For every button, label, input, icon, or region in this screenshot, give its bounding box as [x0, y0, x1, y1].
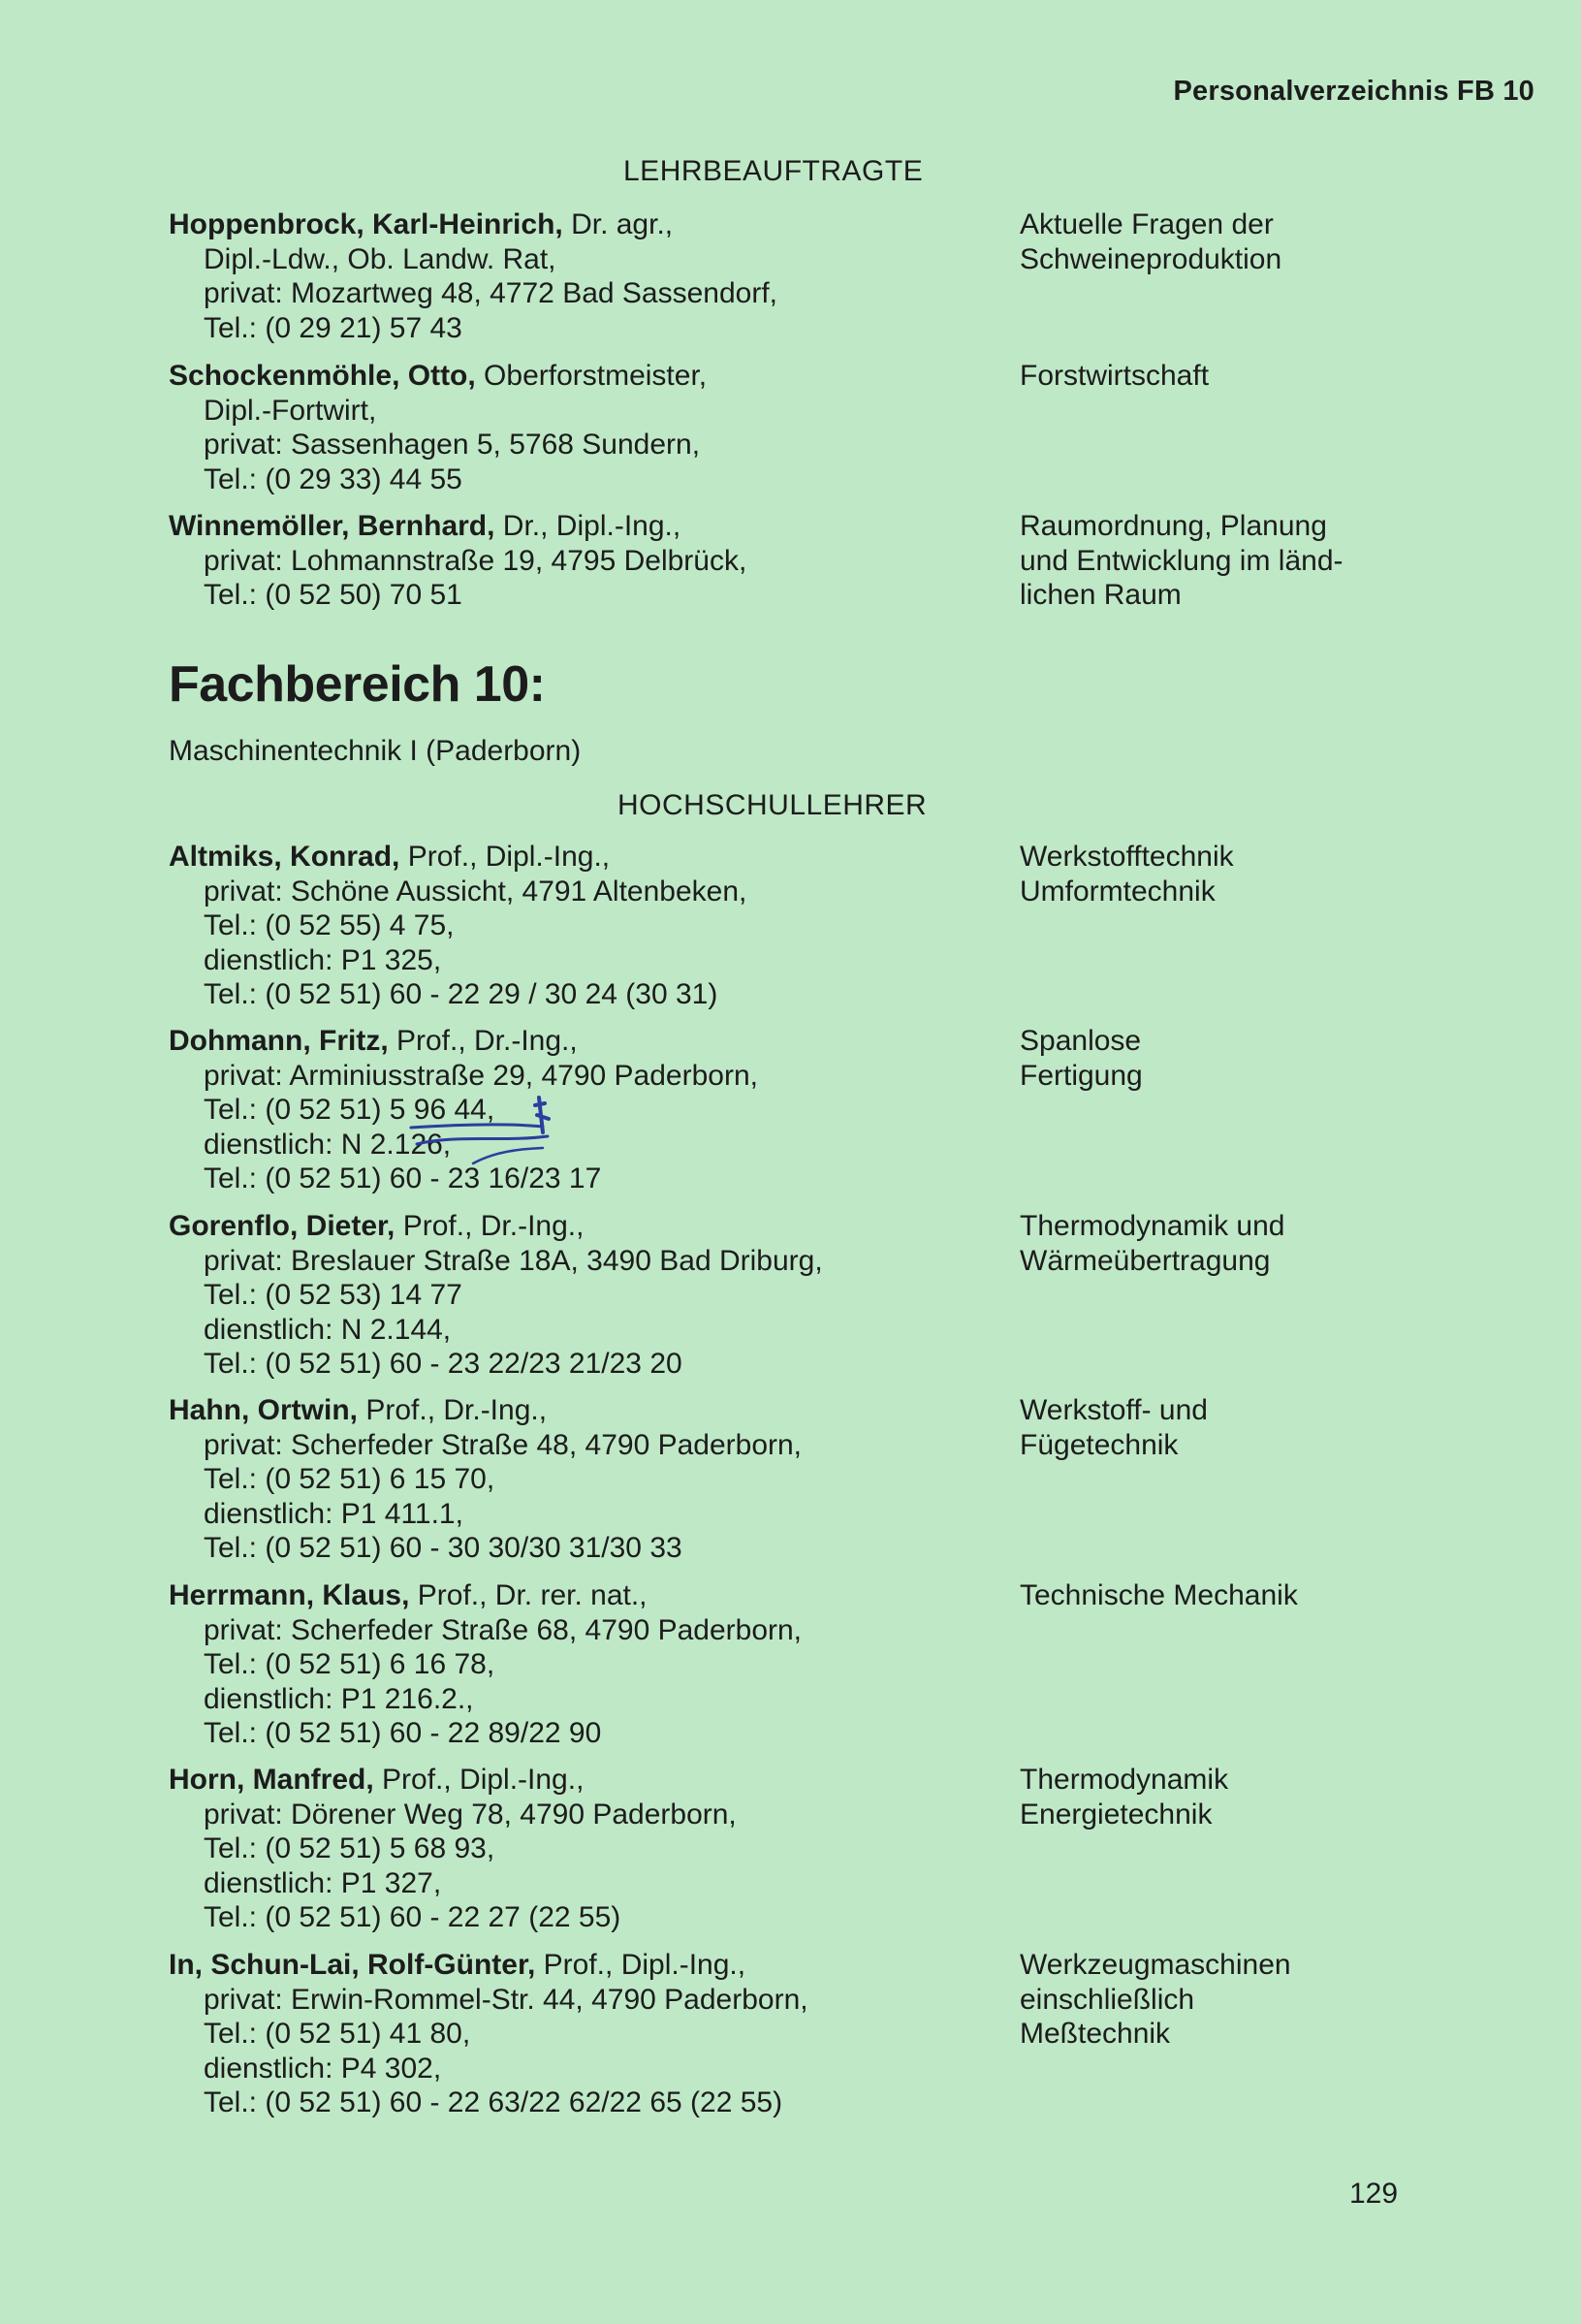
entry-line: dienstlich: N 2.144,: [204, 1313, 452, 1346]
person-title: Prof., Dr.-Ing.,: [388, 1025, 578, 1057]
person-name: Gorenflo, Dieter,: [169, 1210, 395, 1242]
subject-line: Spanlose: [1020, 1025, 1142, 1057]
person-name: Altmiks, Konrad,: [169, 841, 400, 873]
entry-line: dienstlich: P1 325,: [204, 943, 442, 976]
entry-line: privat: Breslauer Straße 18A, 3490 Bad Driburg,: [204, 1244, 823, 1277]
entry-line: Tel.: (0 52 51) 5 96 44,: [204, 1094, 495, 1126]
entry-line: Tel.: (0 52 50) 70 51: [204, 579, 462, 611]
entry-line: Tel.: (0 52 51) 60 - 23 22/23 21/23 20: [204, 1348, 682, 1380]
entry-line: privat: Sassenhagen 5, 5768 Sundern,: [204, 429, 701, 461]
person-name: Dohmann, Fritz,: [169, 1025, 389, 1057]
subject-line: Fertigung: [1020, 1059, 1143, 1092]
person-title: Prof., Dr.-Ing.,: [395, 1210, 585, 1242]
person-name: Hoppenbrock, Karl-Heinrich,: [169, 208, 563, 240]
person-title: Oberforstmeister,: [475, 360, 708, 392]
entry-line: dienstlich: P1 216.2.,: [204, 1682, 474, 1715]
entry-line: Tel.: (0 52 53) 14 77: [204, 1279, 462, 1311]
subject-line: Schweineproduktion: [1020, 242, 1282, 275]
entry-line: Tel.: (0 52 51) 6 15 70,: [204, 1463, 495, 1495]
entry-line: Tel.: (0 52 51) 60 - 22 29 / 30 24 (30 31): [204, 978, 718, 1010]
person-title: Prof., Dipl.-Ing.,: [535, 1949, 746, 1981]
subject-line: Forstwirtschaft: [1020, 360, 1210, 392]
entry-line: Dipl.-Fortwirt,: [204, 394, 377, 427]
person-title: Prof., Dr. rer. nat.,: [409, 1579, 648, 1611]
entry-line: privat: Scherfeder Straße 48, 4790 Paderborn,: [204, 1428, 803, 1461]
entry-line: Tel.: (0 52 51) 60 - 22 89/22 90: [204, 1717, 602, 1749]
subject-line: Meßtechnik: [1020, 2018, 1171, 2050]
subject-line: einschließlich: [1020, 1983, 1195, 2016]
entry-line: Tel.: (0 52 51) 6 16 78,: [204, 1648, 495, 1680]
running-header: Personalverzeichnis FB 10: [1173, 76, 1534, 107]
subject-line: Raumordnung, Planung: [1020, 510, 1327, 542]
entry-line: Tel.: (0 29 21) 57 43: [204, 311, 462, 344]
entry-line: privat: Schöne Aussicht, 4791 Altenbeken,: [204, 875, 747, 907]
subject-line: Werkstoff- und: [1020, 1394, 1208, 1426]
entry-line: Tel.: (0 52 51) 5 68 93,: [204, 1832, 495, 1864]
subject-line: Umformtechnik: [1020, 875, 1216, 907]
entry-line: Dipl.-Ldw., Ob. Landw. Rat,: [204, 242, 556, 275]
entry-line: Tel.: (0 52 51) 60 - 30 30/30 31/30 33: [204, 1532, 682, 1564]
person-title: Dr. agr.,: [562, 208, 674, 240]
department-subtitle: Maschinentechnik I (Paderborn): [169, 735, 582, 767]
entry-line: dienstlich: P1 327,: [204, 1866, 442, 1899]
person-title: Prof., Dipl.-Ing.,: [399, 841, 611, 873]
entry-line: privat: Erwin-Rommel-Str. 44, 4790 Paderborn,: [204, 1983, 808, 2016]
subject-line: Wärmeübertragung: [1020, 1244, 1271, 1277]
person-name: Winnemöller, Bernhard,: [169, 510, 495, 542]
subject-line: Fügetechnik: [1020, 1428, 1179, 1461]
subject-line: und Entwicklung im länd-: [1020, 544, 1344, 577]
entry-line: dienstlich: N 2.126,: [204, 1128, 452, 1161]
person-title: Prof., Dipl.-Ing.,: [373, 1764, 585, 1796]
section-heading-lehrbeauftragte: LEHRBEAUFTRAGTE: [623, 155, 924, 187]
person-name: Hahn, Ortwin,: [169, 1394, 358, 1426]
subject-line: Werkstofftechnik: [1020, 841, 1234, 873]
person-name: Schockenmöhle, Otto,: [169, 360, 476, 392]
entry-line: Tel.: (0 52 51) 60 - 22 27 (22 55): [204, 1901, 621, 1933]
entry-line: privat: Scherfeder Straße 68, 4790 Paderborn,: [204, 1613, 803, 1646]
page-number: 129: [1349, 2178, 1399, 2210]
subject-line: lichen Raum: [1020, 579, 1182, 611]
person-name: Horn, Manfred,: [169, 1764, 374, 1796]
person-name: In, Schun-Lai, Rolf-Günter,: [169, 1949, 536, 1981]
entry-line: Tel.: (0 52 55) 4 75,: [204, 909, 455, 941]
entry-line: privat: Mozartweg 48, 4772 Bad Sassendorf,: [204, 277, 778, 309]
entry-line: privat: Lohmannstraße 19, 4795 Delbrück,: [204, 544, 747, 577]
entry-line: dienstlich: P1 411.1,: [204, 1497, 463, 1530]
entry-line: Tel.: (0 29 33) 44 55: [204, 462, 462, 495]
person-name: Herrmann, Klaus,: [169, 1579, 410, 1611]
entry-line: dienstlich: P4 302,: [204, 2052, 442, 2085]
entry-line: Tel.: (0 52 51) 60 - 22 63/22 62/22 65 (22 55): [204, 2086, 783, 2118]
person-title: Dr., Dipl.-Ing.,: [494, 510, 681, 542]
entry-line: Tel.: (0 52 51) 41 80,: [204, 2018, 471, 2050]
subject-line: Energietechnik: [1020, 1798, 1213, 1831]
person-title: Prof., Dr.-Ing.,: [358, 1394, 548, 1426]
subject-line: Thermodynamik und: [1020, 1210, 1285, 1242]
entry-line: privat: Dörener Weg 78, 4790 Paderborn,: [204, 1798, 737, 1831]
subject-line: Thermodynamik: [1020, 1764, 1229, 1796]
entry-line: Tel.: (0 52 51) 60 - 23 16/23 17: [204, 1162, 602, 1194]
subject-line: Technische Mechanik: [1020, 1579, 1298, 1611]
section-heading-hochschullehrer: HOCHSCHULLEHRER: [617, 789, 928, 821]
entry-line: privat: Arminiusstraße 29, 4790 Paderborn,: [204, 1059, 758, 1092]
department-title: Fachbereich 10:: [169, 656, 546, 713]
subject-line: Aktuelle Fragen der: [1020, 208, 1274, 240]
subject-line: Werkzeugmaschinen: [1020, 1949, 1291, 1981]
